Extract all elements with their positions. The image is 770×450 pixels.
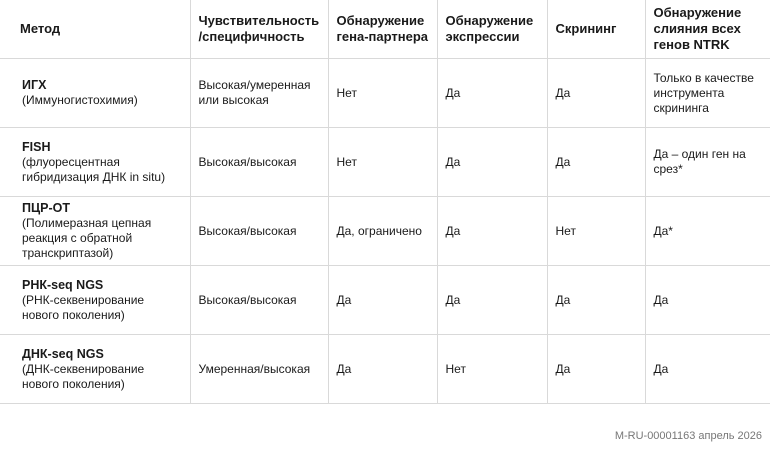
- table-row: [0, 128, 770, 197]
- screening-cell: Да: [547, 335, 645, 404]
- method-cell: [0, 128, 190, 197]
- header-expression: Обнаружение экспрессии: [437, 0, 547, 59]
- header-screening: Скрининг: [547, 0, 645, 59]
- method-description: (ДНК-секвенирование нового поколения): [22, 361, 145, 391]
- sensitivity-cell: Высокая/высокая: [190, 128, 328, 197]
- method-name: ПЦР-ОТ: [22, 201, 70, 215]
- method-description: (Полимеразная цепная реакция с обратной транскриптазой): [22, 216, 152, 260]
- partner-cell: Да: [328, 335, 437, 404]
- all-ntrk-cell: Да: [645, 266, 770, 335]
- partner-cell: Да: [328, 266, 437, 335]
- header-partner: Обнаружение гена-партнера: [328, 0, 437, 59]
- method-cell: [0, 197, 190, 266]
- method-cell: [0, 266, 190, 335]
- method-name: FISH: [22, 139, 51, 154]
- screening-cell: Да: [547, 59, 645, 128]
- method-description: (Иммуногистохимия): [22, 93, 138, 107]
- method-description: (флуоресцентная гибридизация ДНК in situ): [22, 154, 166, 184]
- screening-cell: Нет: [547, 197, 645, 266]
- table-row: [0, 197, 770, 266]
- table-body: [0, 59, 770, 404]
- header-sensitivity: Чувствительность /специфичность: [190, 0, 328, 59]
- expression-cell: Да: [437, 128, 547, 197]
- table-row: [0, 59, 770, 128]
- expression-cell: Нет: [437, 335, 547, 404]
- sensitivity-cell: Умеренная/высокая: [190, 335, 328, 404]
- method-cell: [0, 335, 190, 404]
- table-row: [0, 335, 770, 404]
- sensitivity-cell: Высокая/умеренная или высокая: [190, 59, 328, 128]
- method-name: РНК-seq NGS: [22, 277, 104, 292]
- screening-cell: Да: [547, 128, 645, 197]
- header-method: Метод: [0, 0, 190, 59]
- table-row: [0, 266, 770, 335]
- all-ntrk-cell: Только в качестве инструмента скрининга: [645, 59, 770, 128]
- header-all-ntrk: Обнаружение слияния всех генов NTRK: [645, 0, 770, 59]
- partner-cell: Да, ограничено: [328, 197, 437, 266]
- sensitivity-cell: Высокая/высокая: [190, 197, 328, 266]
- method-name: ИГХ: [22, 78, 47, 92]
- all-ntrk-cell: Да – один ген на срез*: [645, 128, 770, 197]
- sensitivity-cell: Высокая/высокая: [190, 266, 328, 335]
- all-ntrk-cell: Да: [645, 335, 770, 404]
- method-description: (РНК-секвенирование нового поколения): [22, 292, 145, 322]
- expression-cell: Да: [437, 197, 547, 266]
- method-cell: [0, 59, 190, 128]
- header-row: [0, 0, 770, 59]
- all-ntrk-cell: Да*: [645, 197, 770, 266]
- expression-cell: Да: [437, 59, 547, 128]
- screening-cell: Да: [547, 266, 645, 335]
- partner-cell: Нет: [328, 59, 437, 128]
- partner-cell: Нет: [328, 128, 437, 197]
- document-code: M-RU-00001163 апрель 2026: [614, 430, 762, 442]
- expression-cell: Да: [437, 266, 547, 335]
- table-header: [0, 0, 770, 59]
- method-name: ДНК-seq NGS: [22, 346, 104, 361]
